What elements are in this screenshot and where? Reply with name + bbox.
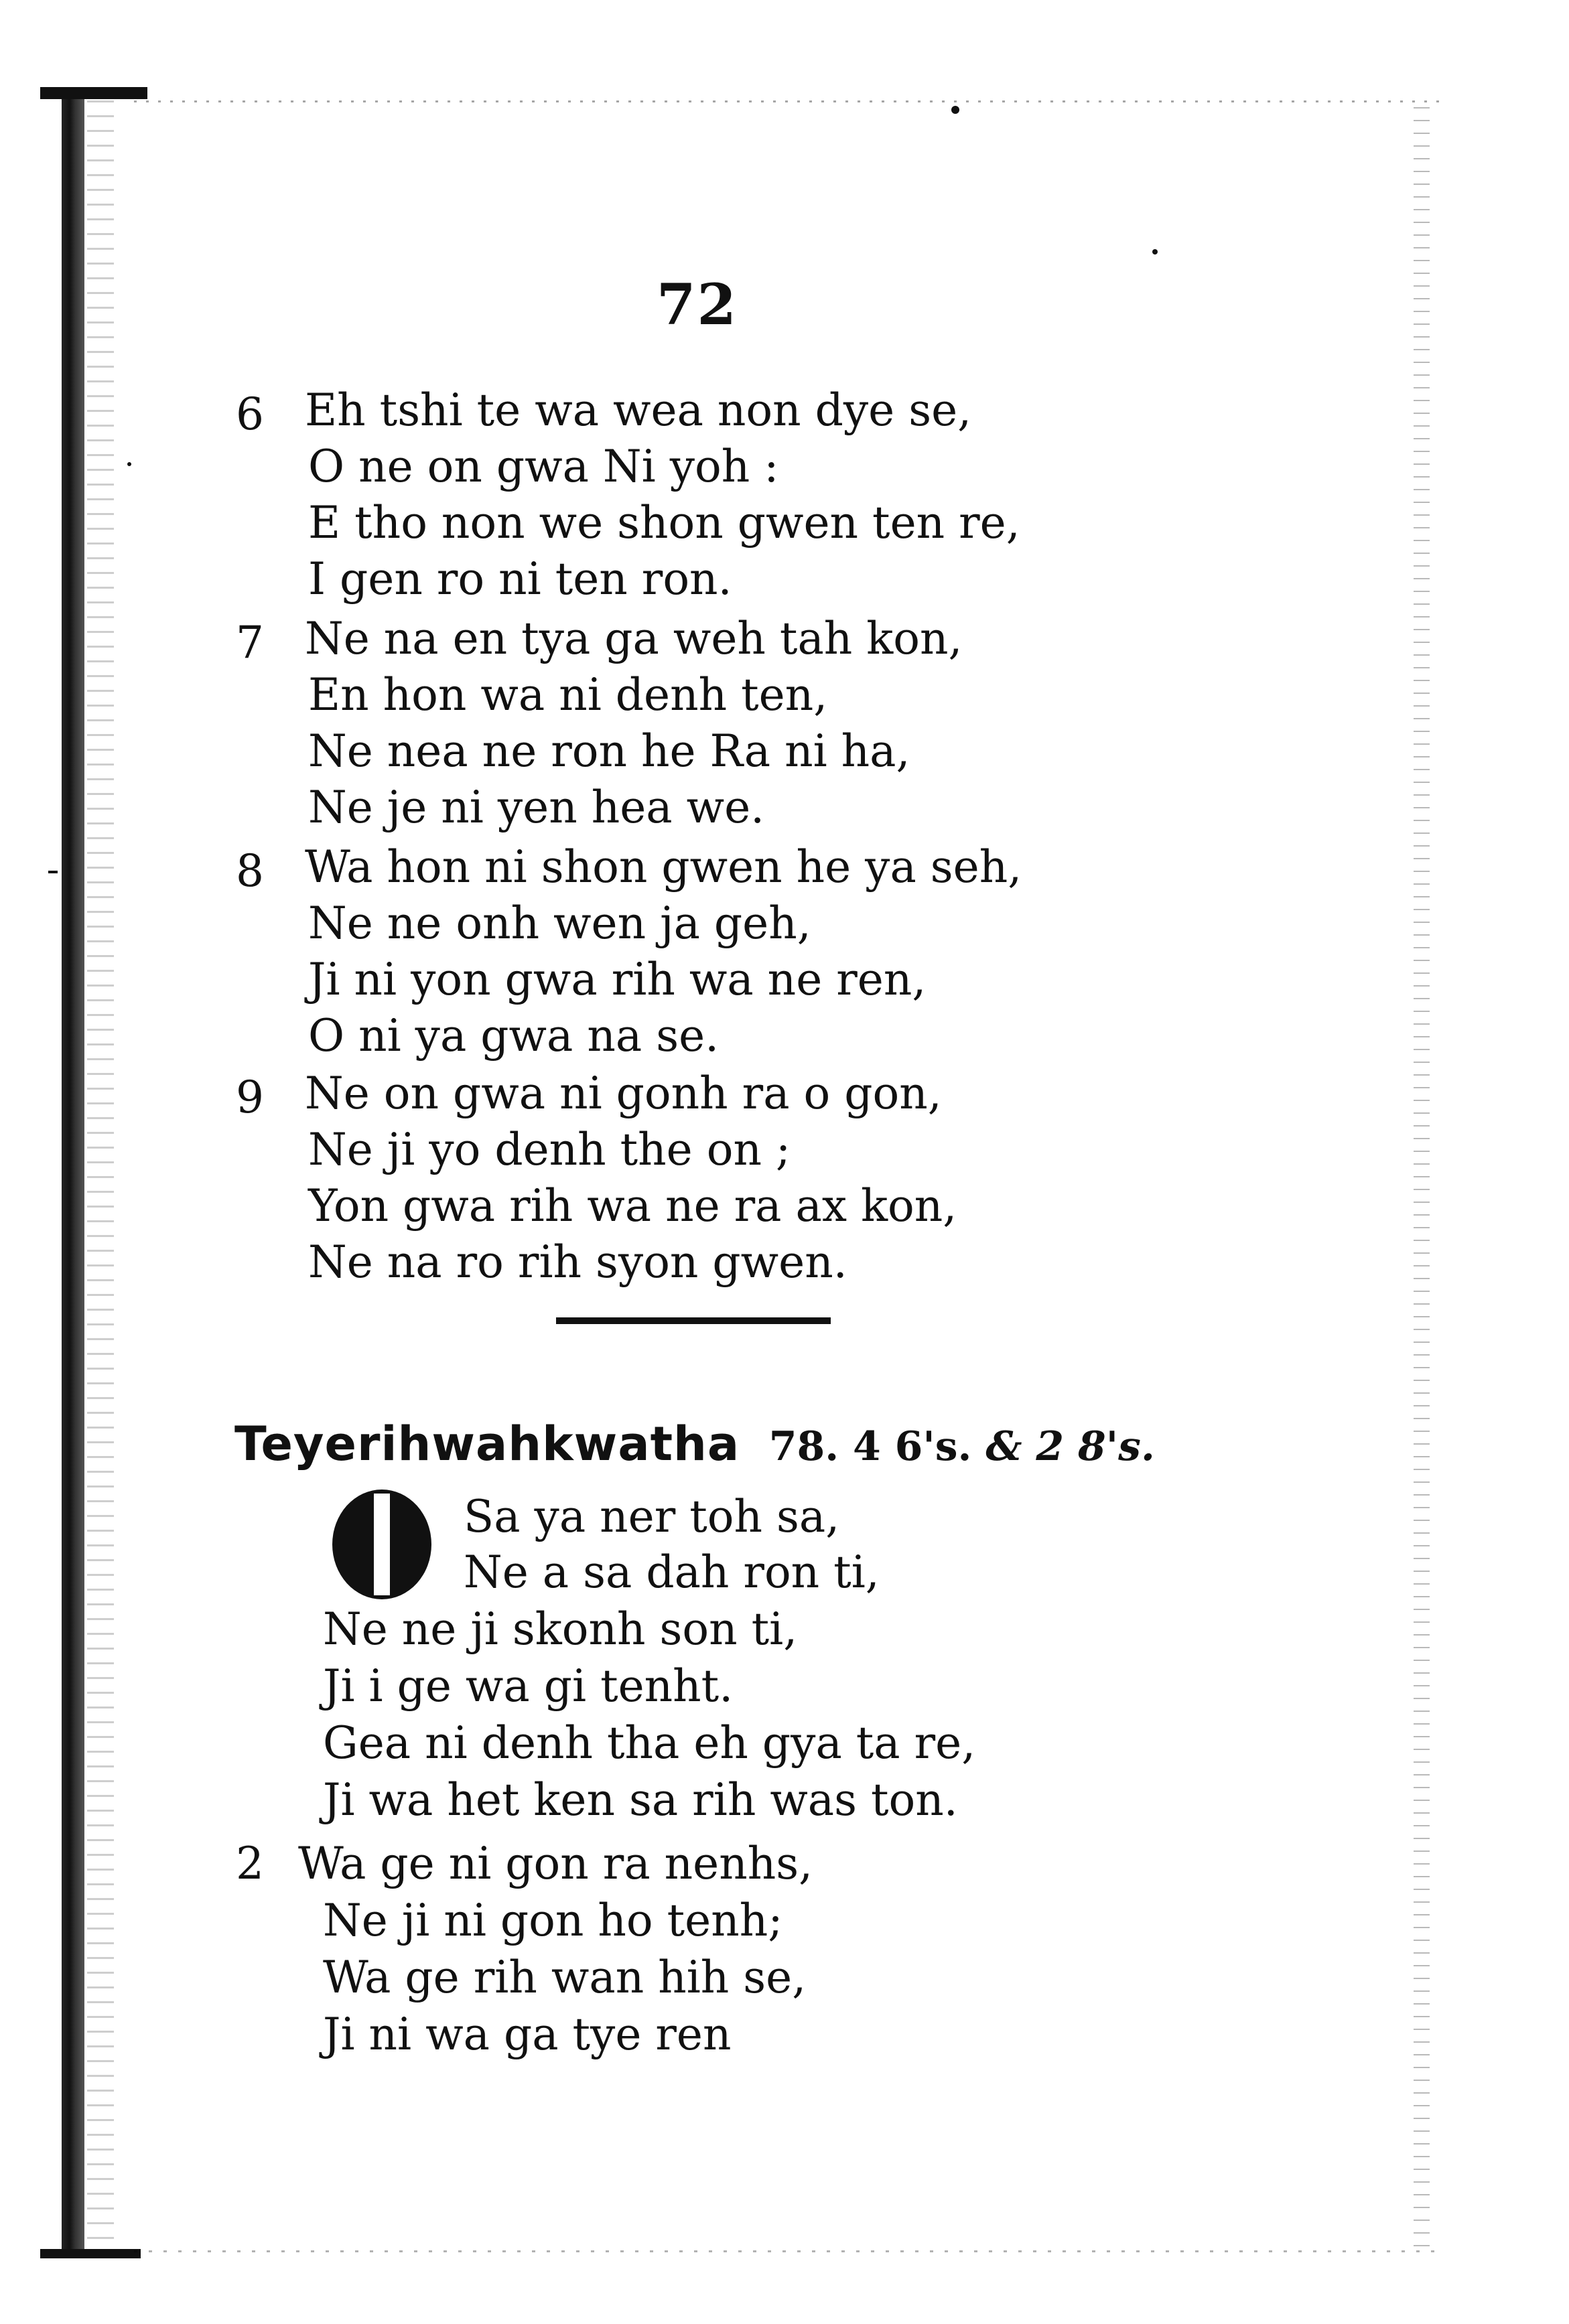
- top-page-edge: [134, 100, 1440, 102]
- verse-line: Eh tshi te wa wea non dye se,: [305, 384, 972, 436]
- verse-line: E tho non we shon gwen ten re,: [308, 497, 1020, 549]
- verse-line: Wa ge rih wan hih se,: [323, 1952, 807, 2003]
- spine-dust: [87, 100, 114, 2244]
- verse-line: Sa ya ner toh sa,: [464, 1491, 840, 1542]
- verse-line: Ji ni wa ga tye ren: [323, 2009, 732, 2060]
- meter-prefix: 78. 4 6's.: [768, 1423, 972, 1470]
- verse-line: Yon gwa rih wa ne ra ax kon,: [308, 1180, 957, 1232]
- meter-suffix: 2 8's.: [1036, 1423, 1155, 1470]
- hymn-title: Teyerihwahkwatha: [234, 1417, 740, 1471]
- verse-line: Ji wa het ken sa rih was ton.: [323, 1774, 958, 1826]
- book-spine-shadow: [62, 87, 84, 2257]
- spine-bottom-mark: [40, 2249, 141, 2258]
- verse-line: Ji i ge wa gi tenht.: [323, 1660, 734, 1712]
- hymn-heading: [234, 1417, 1155, 1471]
- verse-line: En hon wa ni denh ten,: [308, 669, 828, 721]
- hymn-meter: [769, 1423, 1155, 1470]
- verse-line: Wa hon ni shon gwen he ya seh,: [305, 841, 1022, 893]
- drop-cap-o: [320, 1487, 448, 1601]
- stanza-number: 2: [236, 1838, 264, 1889]
- verse-line: Ne ne ji skonh son ti,: [323, 1603, 798, 1655]
- verse-line: Ne ji ni gon ho tenh;: [323, 1895, 783, 1946]
- verse-line: Ne a sa dah ron ti,: [464, 1546, 880, 1598]
- meter-ampersand: &: [985, 1423, 1022, 1470]
- ink-speck: [1152, 249, 1158, 255]
- verse-line: Ne ne onh wen ja geh,: [308, 897, 811, 949]
- stanza-number: 6: [236, 388, 264, 440]
- verse-line: Ne na en tya ga weh tah kon,: [305, 613, 963, 664]
- verse-line: I gen ro ni ten ron.: [308, 553, 732, 605]
- stanza-number: 8: [236, 845, 264, 897]
- bottom-page-edge: [134, 2250, 1440, 2252]
- verse-line: Ne je ni yen hea we.: [308, 782, 765, 833]
- verse-line: Ne nea ne ron he Ra ni ha,: [308, 725, 910, 777]
- verse-line: Gea ni denh tha eh gya ta re,: [323, 1717, 976, 1769]
- page-number: 72: [657, 271, 738, 338]
- verse-line: Ne ji yo denh the on ;: [308, 1124, 791, 1175]
- right-page-edge: [1414, 107, 1430, 2250]
- ink-speck: [951, 106, 959, 114]
- stanza-number: 7: [236, 617, 264, 668]
- verse-line: O ne on gwa Ni yoh :: [308, 441, 779, 492]
- verse-line: O ni ya gwa na se.: [308, 1010, 720, 1062]
- ink-speck: [48, 871, 58, 873]
- stanza-number: 9: [236, 1072, 264, 1123]
- section-divider: [556, 1317, 831, 1324]
- spine-top-mark: [40, 87, 147, 99]
- verse-line: Ji ni yon gwa rih wa ne ren,: [308, 954, 927, 1005]
- ink-speck: [127, 462, 131, 466]
- verse-line: Wa ge ni gon ra nenhs,: [298, 1838, 813, 1889]
- verse-line: Ne on gwa ni gonh ra o gon,: [305, 1068, 942, 1119]
- verse-line: Ne na ro rih syon gwen.: [308, 1236, 847, 1288]
